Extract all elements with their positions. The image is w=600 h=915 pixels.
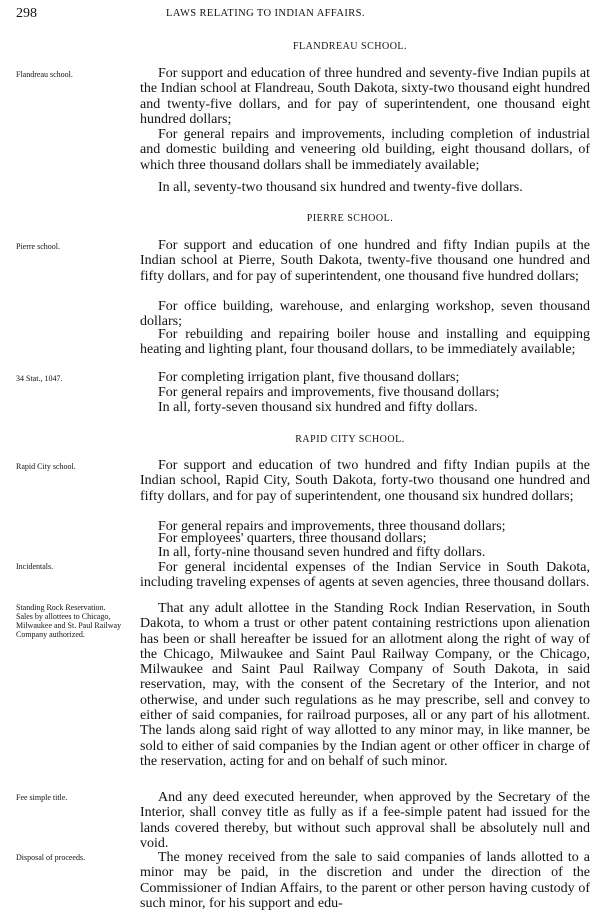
margin-note-flandreau-school: Flandreau school. [16, 70, 73, 79]
margin-note-incidentals: Incidentals. [16, 562, 54, 571]
paragraph-pierre-repairs: For general repairs and improvements, five thousand dollars; [158, 385, 500, 400]
paragraph-pierre-support: For support and education of one hundred and fifty Indian pupils at the Indian school at Pierre, South Dakota, twenty-five thousand one hundred and fifty dollars, and for pay of superintendent, one thousand five hundred dollars; [140, 238, 590, 284]
margin-note-statute-reference: 34 Stat., 1047. [16, 374, 63, 383]
margin-note-disposal-of-proceeds: Disposal of proceeds. [16, 853, 86, 862]
paragraph-rapid-city-quarters: For employees' quarters, three thousand dollars; [158, 531, 427, 546]
paragraph-rapid-city-total: In all, forty-nine thousand seven hundred and fifty dollars. [158, 545, 486, 560]
paragraph-rapid-city-support: For support and education of two hundred and fifty Indian pupils at the Indian school, Rapid City, South Dakota, forty-two thousand one hundred and fifty dollars, and for pay of superintendent, one thousand six hundred dollars; [140, 458, 590, 504]
margin-note-sales-by-allottees: Sales by allottees to Chicago, Milwaukee and St. Paul Railway Company authorized. [16, 612, 122, 639]
running-title: LAWS RELATING TO INDIAN AFFAIRS. [166, 8, 365, 19]
paragraph-pierre-office-building: For office building, warehouse, and enlarging workshop, seven thousand dollars; [140, 299, 590, 330]
paragraph-flandreau-total: In all, seventy-two thousand six hundred and twenty-five dollars. [158, 180, 523, 195]
paragraph-pierre-boiler-house: For rebuilding and repairing boiler house and installing and equipping heating and lighting plant, four thousand dollars, to be immediately available; [140, 327, 590, 358]
section-heading-rapid-city: RAPID CITY SCHOOL. [295, 434, 405, 445]
paragraph-rapid-city-repairs: For general repairs and improvements, three thousand dollars; [158, 519, 506, 534]
margin-note-pierre-school: Pierre school. [16, 242, 60, 251]
paragraph-disposal-of-proceeds: The money received from the sale to said companies of lands allotted to a minor may be paid, in the discretion and under the direction of the Commissioner of Indian Affairs, to the parent or other person having custody of such minor, for his support and edu- [140, 850, 590, 911]
paragraph-pierre-irrigation: For completing irrigation plant, five thousand dollars; [158, 370, 460, 385]
paragraph-flandreau-repairs: For general repairs and improvements, including completion of industrial and domestic building and veneering old building, eight thousand dollars, of which three thousand dollars shall be immediately available; [140, 127, 590, 173]
margin-note-standing-rock-reservation: Standing Rock Reservation. [16, 603, 106, 612]
section-heading-flandreau: FLANDREAU SCHOOL. [292, 41, 408, 52]
paragraph-pierre-total: In all, forty-seven thousand six hundred and fifty dollars. [158, 400, 478, 415]
margin-note-fee-simple-title: Fee simple title. [16, 793, 68, 802]
paragraph-fee-simple-deed: And any deed executed hereunder, when approved by the Secretary of the Interior, shall convey title as fully as if a fee-simple patent had issued for the lands covered thereby, but without such approval shall be absolutely null and void. [140, 790, 590, 851]
paragraph-flandreau-support: For support and education of three hundred and seventy-five Indian pupils at the Indian school at Flandreau, South Dakota, sixty-two thousand eight hundred and twenty-five dollars, and for pay of superintendent, one thousand eight hundred dollars; [140, 66, 590, 127]
paragraph-incidentals: For general incidental expenses of the Indian Service in South Dakota, including traveling expenses of agents at seven agencies, three thousand dollars. [140, 560, 590, 591]
section-heading-pierre: PIERRE SCHOOL. [306, 213, 394, 224]
page-number: 298 [16, 6, 37, 21]
margin-note-rapid-city-school: Rapid City school. [16, 462, 76, 471]
margin-note-standing-rock [16, 603, 124, 639]
page-header [16, 6, 586, 22]
paragraph-standing-rock-allottee: That any adult allottee in the Standing Rock Indian Reservation, in South Dakota, to whom a trust or other patent containing restrictions upon alienation has been or shall hereafter be issued for an allotment along the right of way of the Chicago, Milwaukee and Saint Paul Railway Company, or the Chicago, Milwaukee and Saint Paul Railway Company of South Dakota, in said reservation, may, with the consent of the Secretary of the Interior, and not otherwise, and under such regulations as he may prescribe, sell and convey to either of said companies, for railroad purposes, all or any part of his allotment. The lands along said right of way allotted to any minor may, in like manner, be sold to either of said companies by the Indian agent or other officer in charge of the reservation, acting for and on behalf of such minor. [140, 601, 590, 769]
